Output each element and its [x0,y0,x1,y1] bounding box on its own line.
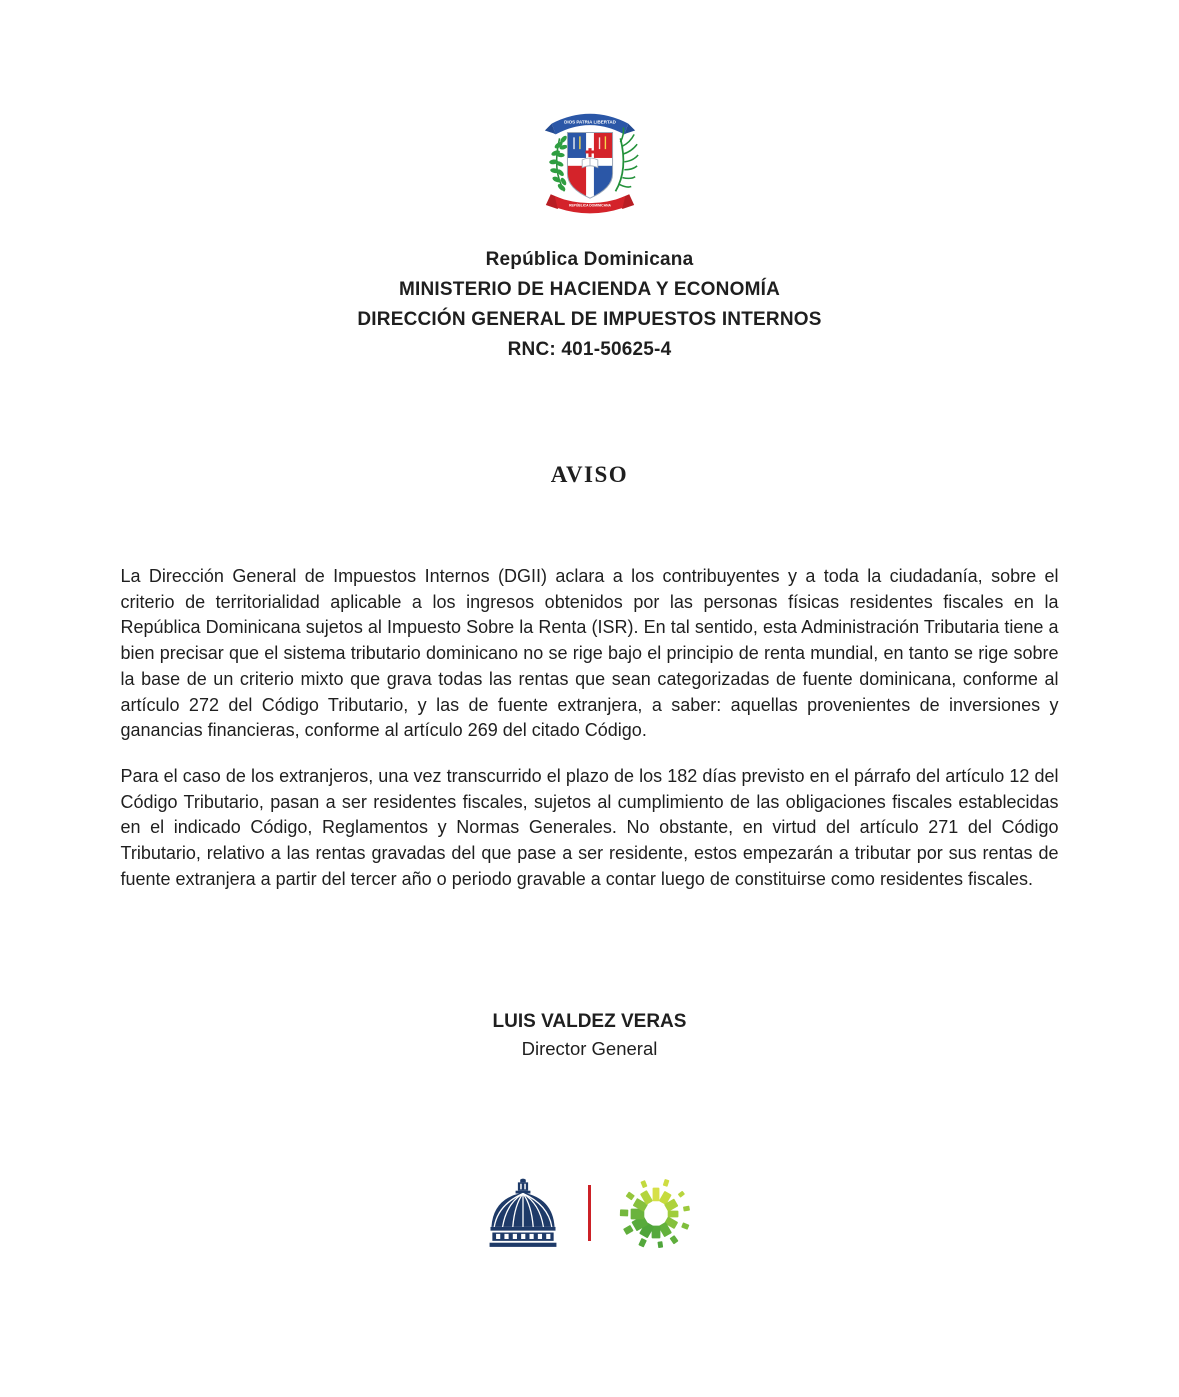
laurel-branch [548,135,567,193]
signature-block [0,1008,1179,1062]
green-sunburst-icon [617,1174,695,1252]
paragraph-1: La Dirección General de Impuestos Internos (DGII) aclara a los contribuyentes y a toda la ciudadanía, sobre el criterio de territorialidad aplicable a los ingresos obtenidos por las personas físicas residentes fiscales en la República Dominicana sujetos al Impuesto Sobre la Renta (ISR). En tal sentido, esta Administración Tributaria tiene a bien precisar que el sistema tributario dominicano no se rige bajo el principio de renta mundial, en tanto se rige sobre la base de un criterio mixto que grava todas las rentas que sean categorizadas de fuente dominicana, conforme al artículo 272 del Código Tributario, y las de fuente extranjera, a saber: aquellas provenientes de inversiones y ganancias financieras, conforme al artículo 269 del citado Código. [120,566,1059,741]
palm-branch [615,128,638,192]
shield [567,132,612,199]
document-title: AVISO [550,462,629,487]
signatory-role: Director General [521,1038,658,1060]
footer-logos [0,1174,1179,1252]
dominican-coat-of-arms-icon [538,97,642,215]
header-agency: DIRECCIÓN GENERAL DE IMPUESTOS INTERNOS [357,309,822,330]
ribbon-text: REPÚBLICA DOMINICANA [568,203,611,208]
palace-dome-icon [484,1177,562,1249]
signatory-name: LUIS VALDEZ VERAS [492,1011,687,1033]
header-country: República Dominicana [485,249,694,270]
org-header [0,245,1179,365]
document-body [121,564,1059,892]
header-ministry: MINISTERIO DE HACIENDA Y ECONOMÍA [398,279,780,300]
header-rnc: RNC: 401-50625-4 [507,339,672,360]
motto-text: DIOS PATRIA LIBERTAD [563,119,616,125]
red-divider [588,1185,591,1241]
paragraph-2: Para el caso de los extranjeros, una vez transcurrido el plazo de los 182 días previsto en el párrafo del artículo 12 del Código Tributario, pasan a ser residentes fiscales, sujetos al cumplimiento de las obligaciones fiscales establecidas en el indicado Código, Reglamentos y Normas Generales. No obstante, en virtud del artículo 271 del Código Tributario, relativo a las rentas gravadas del que pase a ser residente, estos empezarán a tributar por sus rentas de fuente extranjera a partir del tercer año o periodo gravable a contar luego de constituirse como residentes fiscales. [120,765,1059,889]
motto-ribbon [544,114,634,135]
